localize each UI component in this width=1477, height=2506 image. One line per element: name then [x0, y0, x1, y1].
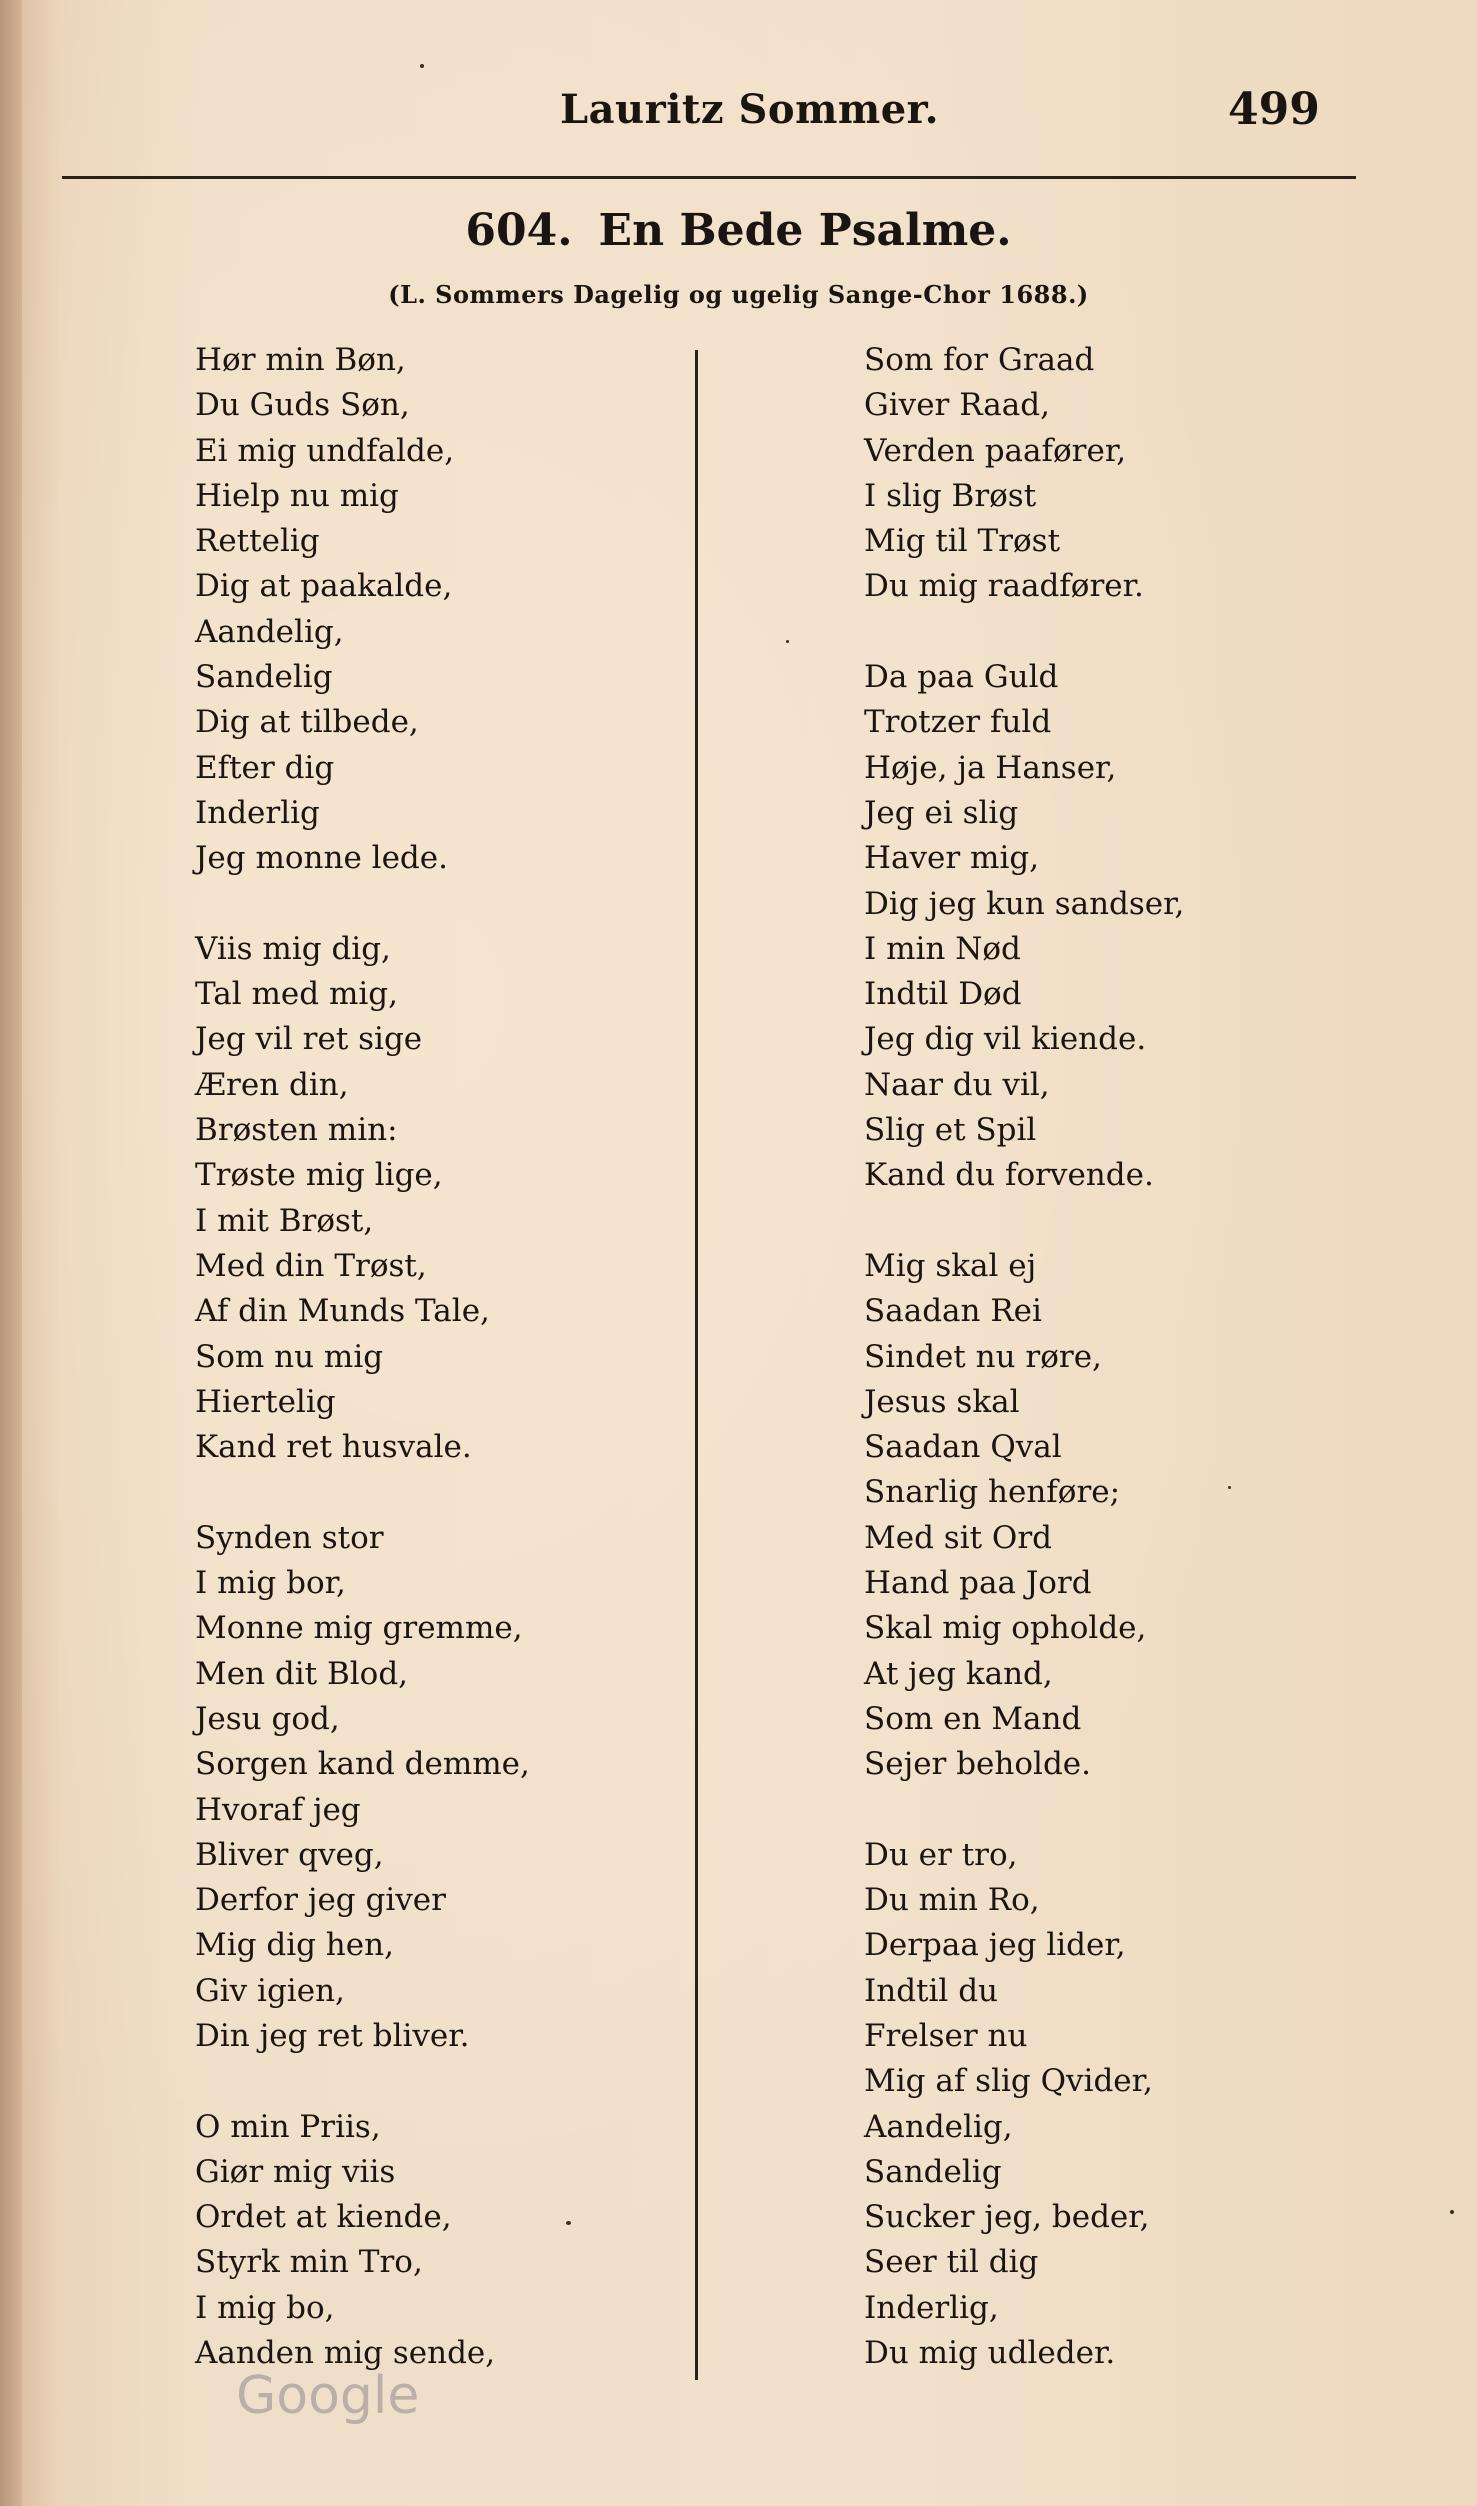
verse-line: Som nu mig: [195, 1338, 384, 1375]
verse-line: Jeg monne lede.: [195, 840, 448, 877]
page-spine-edge: [0, 0, 22, 2506]
verse-line: Æren din,: [195, 1066, 349, 1103]
verse-line: Hielp nu mig: [195, 477, 399, 514]
verse-line: Sandelig: [864, 2153, 1002, 2190]
verse-line: Du er tro,: [864, 1836, 1018, 1873]
verse-line: Indtil du: [864, 1972, 999, 2009]
verse-line: Sucker jeg, beder,: [864, 2199, 1150, 2236]
verse-line: Jeg dig vil kiende.: [864, 1021, 1147, 1058]
verse-line: Du mig raadfører.: [864, 568, 1144, 605]
verse-line: Efter dig: [195, 749, 335, 786]
verse-line: Indtil Død: [864, 976, 1022, 1013]
verse-line: Saadan Qval: [864, 1429, 1062, 1466]
verse-line: Jesu god,: [195, 1700, 340, 1737]
verse-line: Jeg vil ret sige: [195, 1021, 423, 1058]
verse-line: Mig dig hen,: [195, 1927, 394, 1964]
verse-line: Giver Raad,: [864, 387, 1050, 424]
verse-line: Trøste mig lige,: [195, 1157, 443, 1194]
stanza: [864, 655, 1184, 1199]
verse-line: Kand ret husvale.: [195, 1429, 472, 1466]
right-column: [864, 338, 1184, 2422]
verse-line: Hør min Bøn,: [195, 342, 406, 378]
running-head: Lauritz Sommer.: [560, 86, 940, 133]
verse-line: Af din Munds Tale,: [195, 1293, 490, 1330]
verse-line: Jeg ei slig: [864, 794, 1019, 831]
verse-line: Men dit Blod,: [195, 1655, 409, 1692]
verse-line: Din jeg ret bliver.: [195, 2017, 470, 2054]
paper-speck: [1450, 2210, 1454, 2214]
verse-line: Du mig udleder.: [864, 2335, 1116, 2372]
verse-line: Dig at tilbede,: [195, 704, 419, 741]
verse-line: I slig Brøst: [864, 477, 1037, 514]
verse-line: Monne mig gremme,: [195, 1610, 523, 1647]
stanza: [864, 338, 1184, 610]
verse-line: Derpaa jeg lider,: [864, 1927, 1126, 1964]
verse-line: Sindet nu røre,: [864, 1338, 1102, 1375]
column-divider: [695, 350, 698, 2380]
verse-line: Frelser nu: [864, 2017, 1028, 2054]
verse-line: Da paa Guld: [864, 659, 1059, 696]
stanza: [864, 1244, 1184, 1788]
verse-line: Som for Graad: [864, 342, 1095, 378]
verse-line: Tal med mig,: [195, 976, 398, 1013]
verse-line: I mit Brøst,: [195, 1202, 374, 1239]
verse-line: At jeg kand,: [864, 1655, 1053, 1692]
verse-line: Aandelig,: [864, 2108, 1013, 2145]
verse-line: Sorgen kand demme,: [195, 1746, 530, 1783]
paper-speck: [420, 64, 424, 68]
stanza: [864, 1833, 1184, 2377]
verse-line: Dig at paakalde,: [195, 568, 453, 605]
verse-line: Som en Mand: [864, 1700, 1082, 1737]
verse-line: Snarlig henføre;: [864, 1474, 1121, 1511]
hymn-heading: [0, 205, 1477, 256]
verse-line: Derfor jeg giver: [195, 1882, 446, 1919]
google-watermark: Google: [236, 2366, 420, 2426]
verse-line: Brøsten min:: [195, 1112, 398, 1149]
verse-line: Aandelig,: [195, 613, 344, 650]
verse-line: Hvoraf jeg: [195, 1791, 361, 1828]
verse-line: Seer til dig: [864, 2244, 1039, 2281]
verse-line: Du Guds Søn,: [195, 387, 410, 424]
verse-line: O min Priis,: [195, 2108, 381, 2145]
verse-line: Mig af slig Qvider,: [864, 2063, 1153, 2100]
verse-line: Kand du forvende.: [864, 1157, 1154, 1194]
verse-line: Viis mig dig,: [195, 930, 391, 967]
verse-line: Bliver qveg,: [195, 1836, 384, 1873]
verse-line: Mig skal ej: [864, 1247, 1037, 1284]
verse-line: I mig bor,: [195, 1565, 346, 1602]
verse-line: Naar du vil,: [864, 1066, 1050, 1103]
verse-line: Du min Ro,: [864, 1882, 1040, 1919]
verse-line: Saadan Rei: [864, 1293, 1042, 1330]
paper-speck: [786, 640, 789, 643]
verse-line: Ei mig undfalde,: [195, 432, 455, 469]
verse-line: Mig til Trøst: [864, 523, 1061, 560]
verse-line: Rettelig: [195, 523, 320, 560]
page-number: 499: [1228, 84, 1320, 135]
verse-line: Styrk min Tro,: [195, 2244, 423, 2281]
paper-speck: [566, 2221, 571, 2225]
verse-line: Sejer beholde.: [864, 1746, 1091, 1783]
verse-line: Aanden mig sende,: [195, 2335, 496, 2372]
verse-line: Sandelig: [195, 659, 333, 696]
stanza: [195, 2105, 530, 2377]
hymn-title: En Bede Psalme.: [598, 205, 1012, 256]
verse-line: Giør mig viis: [195, 2153, 396, 2190]
verse-line: Hiertelig: [195, 1383, 336, 1420]
paper-speck: [1228, 1486, 1231, 1489]
verse-line: Med din Trøst,: [195, 1247, 427, 1284]
left-column: [195, 338, 530, 2422]
verse-line: Slig et Spil: [864, 1112, 1037, 1149]
verse-line: Skal mig opholde,: [864, 1610, 1147, 1647]
verse-line: I mig bo,: [195, 2289, 335, 2326]
verse-line: Jesus skal: [864, 1383, 1020, 1420]
verse-line: Giv igien,: [195, 1972, 345, 2009]
verse-line: Ordet at kiende,: [195, 2199, 452, 2236]
verse-line: Høje, ja Hanser,: [864, 749, 1117, 786]
verse-line: Dig jeg kun sandser,: [864, 885, 1185, 922]
hymn-number: 604.: [465, 205, 573, 256]
verse-line: Haver mig,: [864, 840, 1040, 877]
verse-line: Med sit Ord: [864, 1519, 1052, 1556]
stanza: [195, 1516, 530, 2060]
verse-line: Hand paa Jord: [864, 1565, 1092, 1602]
verse-line: Trotzer fuld: [864, 704, 1052, 741]
verse-line: I min Nød: [864, 930, 1021, 967]
verse-line: Synden stor: [195, 1519, 384, 1556]
hymn-source: (L. Sommers Dagelig og ugelig Sange-Chor 1688.): [388, 280, 1089, 309]
verse-line: Verden paafører,: [864, 432, 1127, 469]
verse-line: Inderlig: [195, 794, 320, 831]
stanza: [195, 927, 530, 1471]
verse-line: Inderlig,: [864, 2289, 999, 2326]
stanza: [195, 338, 530, 882]
header-rule: [62, 176, 1356, 179]
